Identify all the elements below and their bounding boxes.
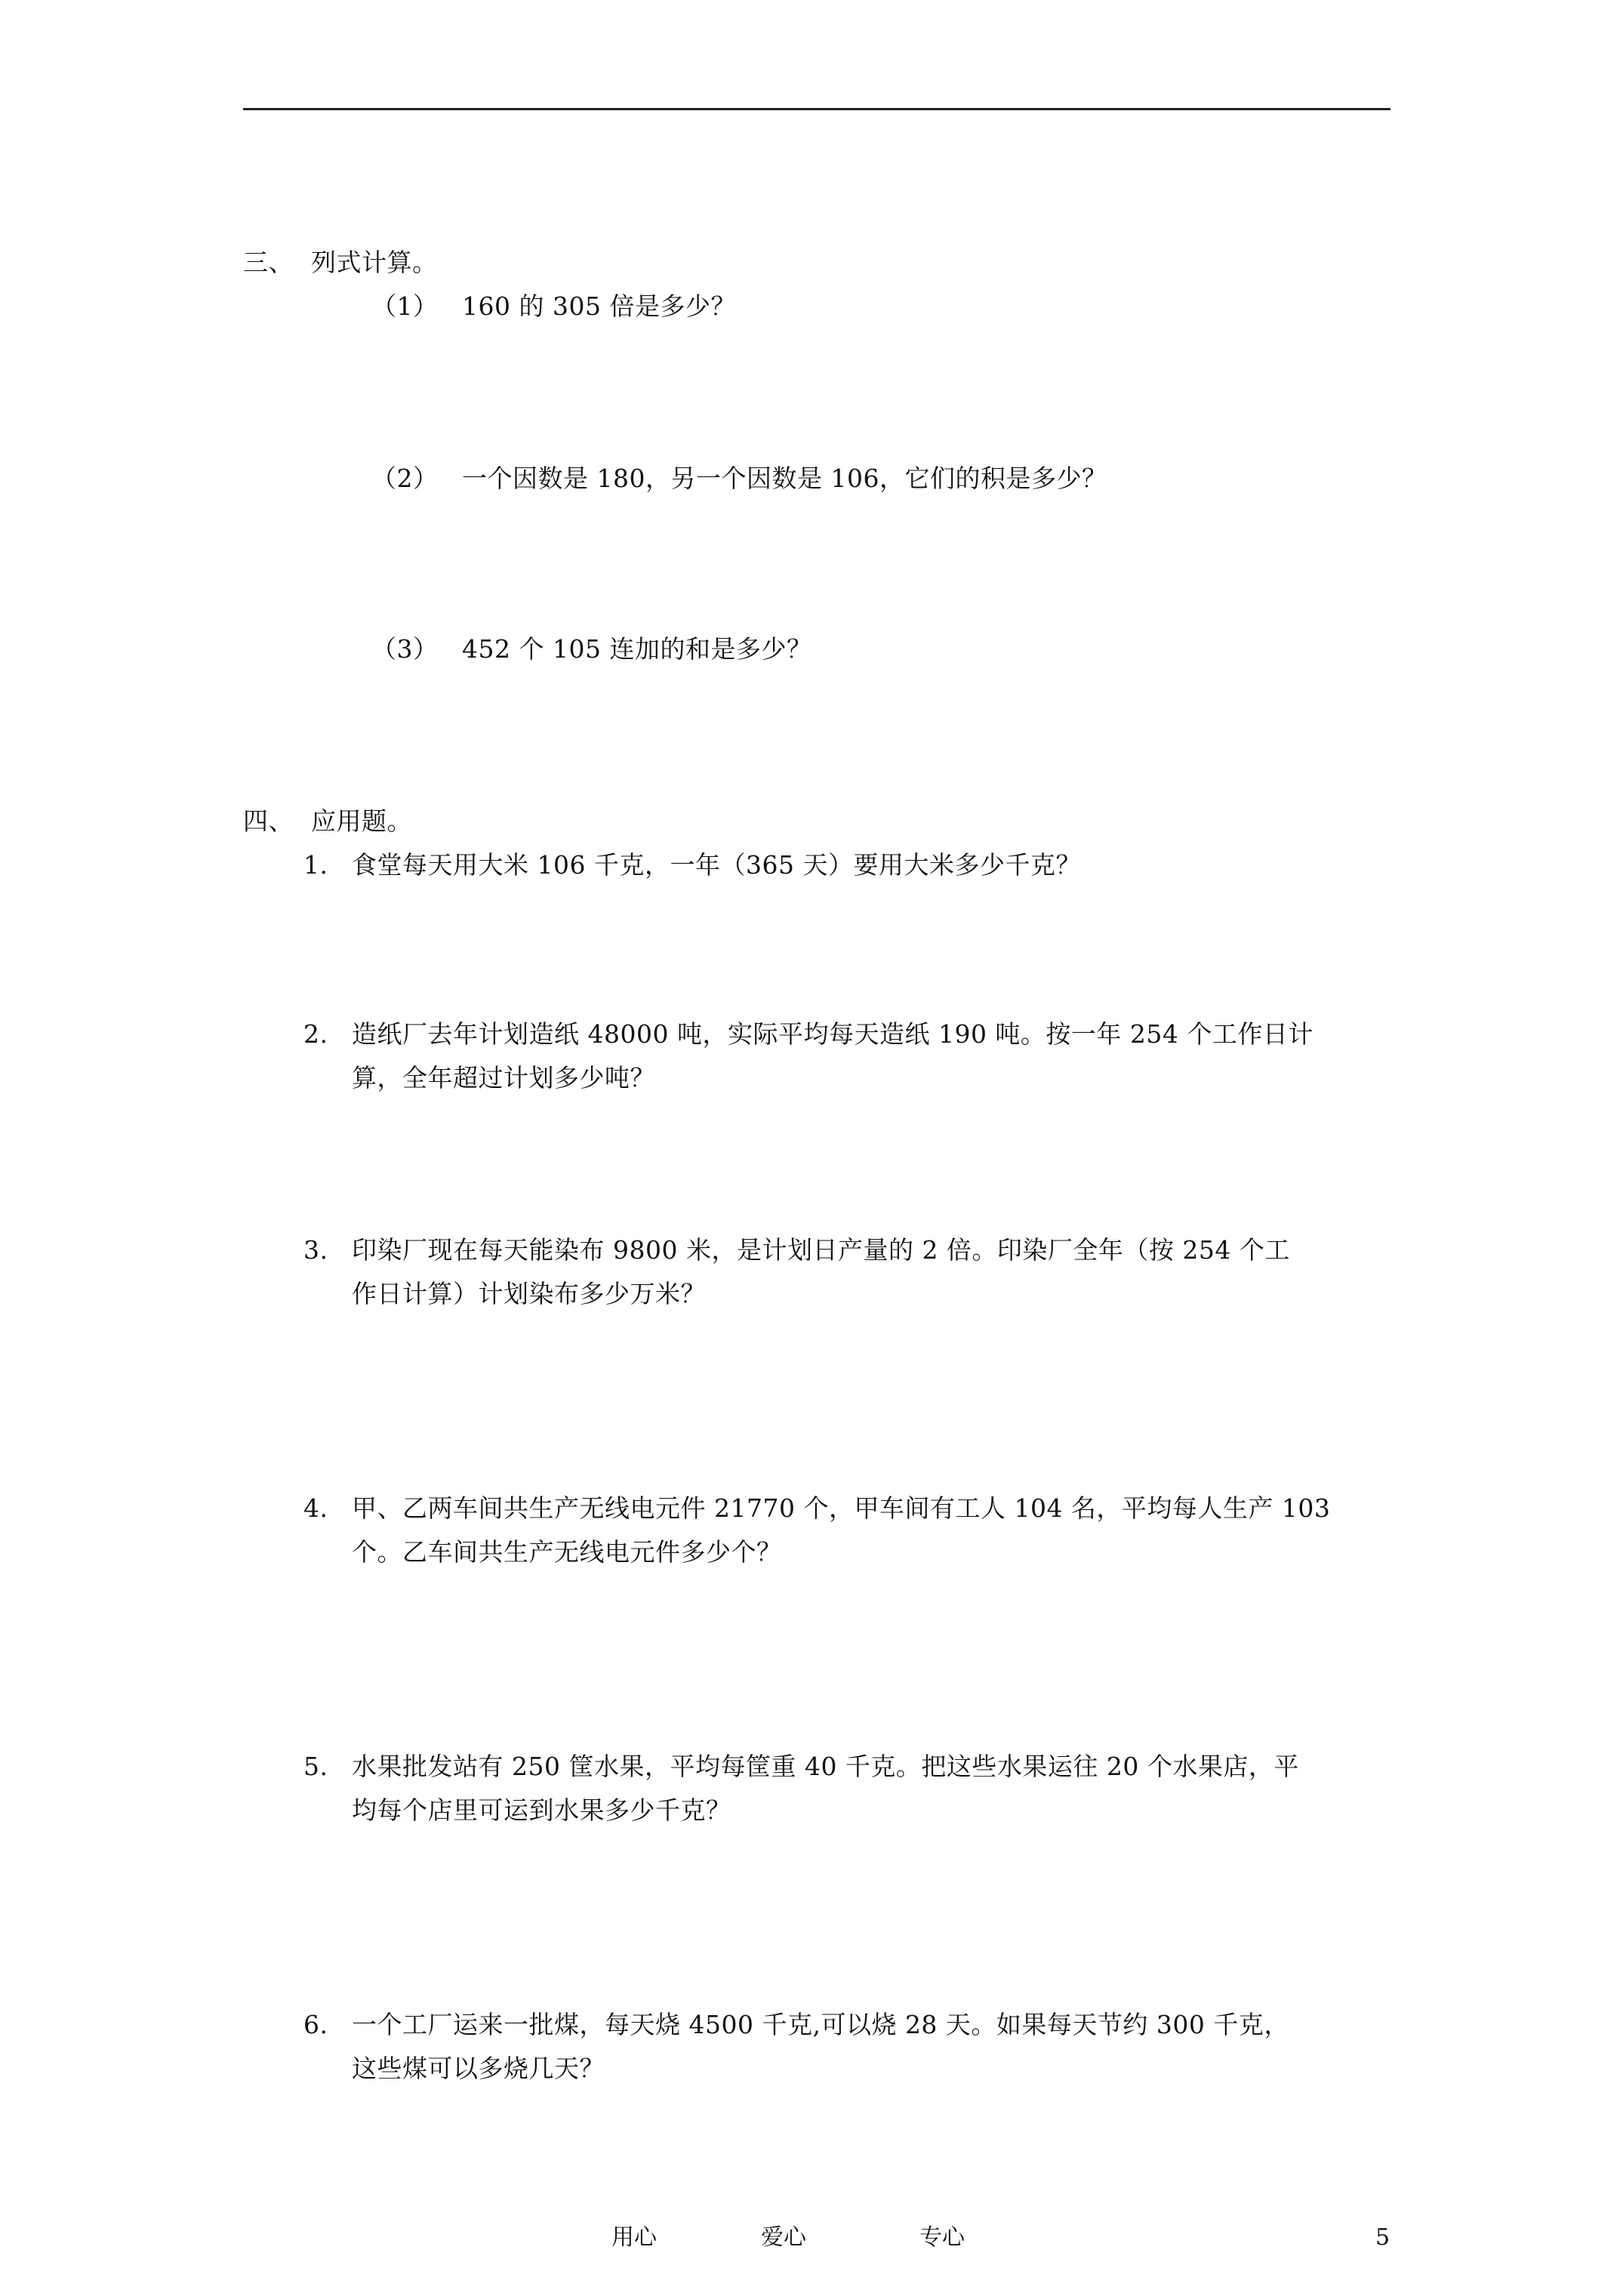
question-3-line-2: 作日计算）计划染布多少万米？: [352, 1279, 706, 1308]
question-3-number: 3.: [303, 1235, 328, 1265]
question-4-line-2: 个。乙车间共生产无线电元件多少个？: [352, 1537, 782, 1567]
calc-item-2-text: 一个因数是 180，另一个因数是 106，它们的积是多少？: [462, 464, 1107, 493]
question-6-line-1: 一个工厂运来一批煤，每天烧 4500 千克,可以烧 28 天。如果每天节约 300 千克，: [352, 2010, 1289, 2039]
question-5-number: 5.: [303, 1752, 328, 1781]
section-4-title: 应用题。: [311, 806, 412, 836]
question-5-line-1: 水果批发站有 250 筐水果，平均每筐重 40 千克。把这些水果运往 20 个水果店，平: [352, 1752, 1299, 1781]
question-1: [303, 850, 1081, 880]
question-4-continuation: [352, 1537, 782, 1567]
calc-item-1-number: （1）: [371, 291, 439, 321]
section-4-heading: [243, 806, 412, 837]
question-3-line-1: 印染厂现在每天能染布 9800 米，是计划日产量的 2 倍。印染厂全年（按 254 个工: [352, 1235, 1290, 1265]
question-6-line-2: 这些煤可以多烧几天？: [352, 2054, 605, 2083]
question-3-continuation: [352, 1279, 706, 1309]
calc-item-3: [371, 634, 812, 664]
question-4-number: 4.: [303, 1493, 328, 1523]
question-5: [303, 1752, 1299, 1782]
section-3-title: 列式计算。: [311, 248, 438, 277]
question-1-line-1: 食堂每天用大米 106 千克，一年（365 天）要用大米多少千克？: [352, 850, 1081, 880]
question-2: [303, 1019, 1313, 1049]
calc-item-3-text: 452 个 105 连加的和是多少？: [462, 634, 812, 664]
calc-item-3-number: （3）: [371, 634, 439, 664]
question-5-line-2: 均每个店里可运到水果多少千克？: [352, 1795, 731, 1825]
section-3-heading: [243, 248, 438, 278]
question-5-continuation: [352, 1795, 731, 1826]
question-2-number: 2.: [303, 1019, 328, 1049]
question-3: [303, 1235, 1290, 1265]
question-2-line-1: 造纸厂去年计划造纸 48000 吨，实际平均每天造纸 190 吨。按一年 254 个工作日计: [352, 1019, 1313, 1049]
question-1-number: 1.: [303, 850, 328, 880]
calc-item-2-number: （2）: [371, 464, 439, 493]
question-2-continuation: [352, 1063, 655, 1093]
footer-slogan-3: 专心: [919, 2224, 965, 2251]
question-4: [303, 1493, 1330, 1524]
calc-item-1-text: 160 的 305 倍是多少？: [462, 291, 736, 321]
page-number: 5: [1375, 2224, 1390, 2251]
question-6-number: 6.: [303, 2010, 328, 2039]
question-4-line-1: 甲、乙两车间共生产无线电元件 21770 个，甲车间有工人 104 名，平均每人生产 103: [352, 1493, 1331, 1523]
header-rule: [243, 108, 1390, 110]
calc-item-2: [371, 464, 1107, 494]
section-3-number: 三、: [243, 248, 294, 277]
question-2-line-2: 算，全年超过计划多少吨？: [352, 1063, 655, 1093]
calc-item-1: [371, 291, 736, 322]
question-6: [303, 2010, 1289, 2040]
footer-slogan-1: 用心: [611, 2224, 657, 2251]
footer-slogan-2: 爱心: [761, 2224, 806, 2251]
section-4-number: 四、: [243, 806, 294, 836]
question-6-continuation: [352, 2054, 605, 2084]
